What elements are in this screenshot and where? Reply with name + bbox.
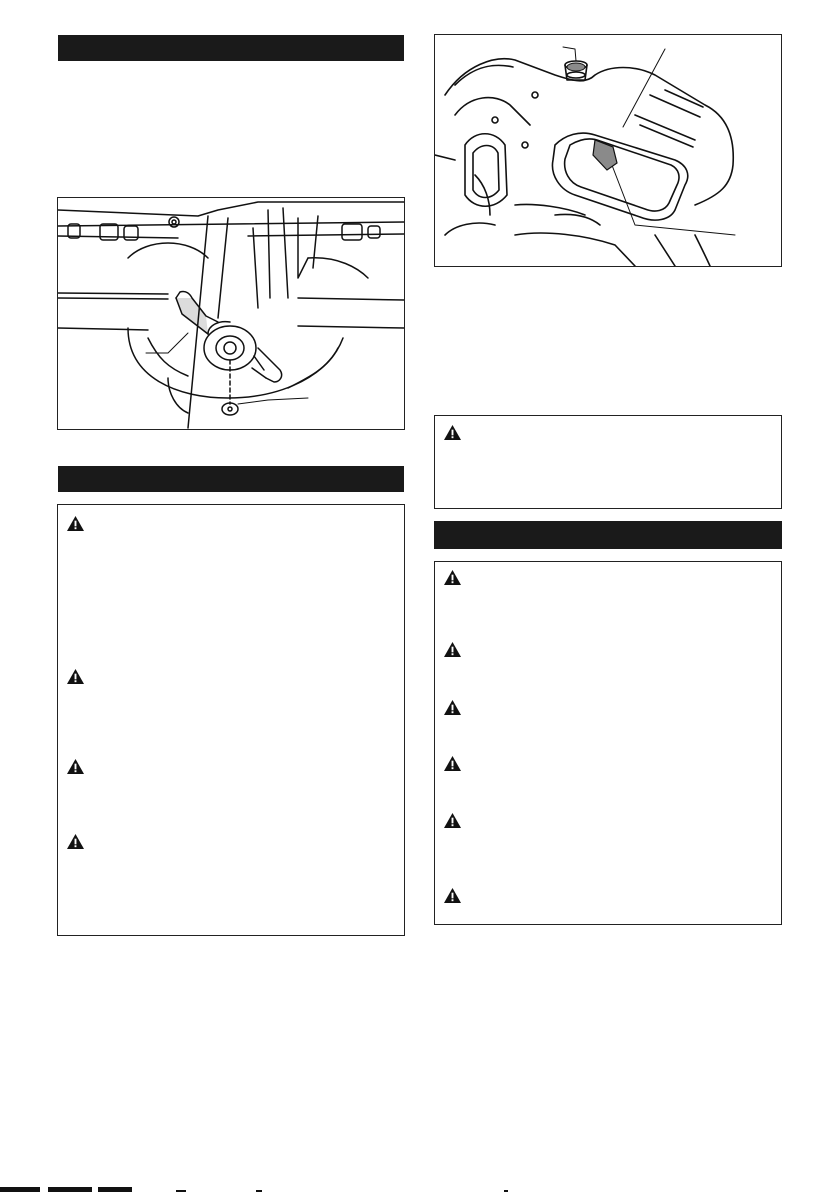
warning-triangle-icon (443, 569, 462, 586)
warning-triangle-icon (443, 424, 462, 441)
warning-triangle-icon (443, 812, 462, 829)
section-header-bar-1 (58, 35, 404, 61)
warning-box-right-small (434, 415, 782, 509)
figure-handle-lock (434, 34, 782, 267)
warning-box-right-large (434, 561, 782, 925)
warning-triangle-icon (443, 755, 462, 772)
handle-lock-illustration (435, 35, 781, 266)
section-header-bar-2 (58, 466, 404, 492)
figure-miter-lock-knob (57, 197, 405, 430)
warning-triangle-icon (443, 641, 462, 658)
miter-lock-illustration (58, 198, 404, 429)
section-header-bar-3 (434, 521, 782, 549)
warning-box-left (57, 504, 405, 936)
warning-triangle-icon (66, 758, 85, 775)
warning-triangle-icon (443, 887, 462, 904)
bottom-edge-fragment (0, 1180, 620, 1192)
warning-triangle-icon (443, 699, 462, 716)
warning-triangle-icon (66, 833, 85, 850)
warning-triangle-icon (66, 515, 85, 532)
warning-triangle-icon (66, 668, 85, 685)
